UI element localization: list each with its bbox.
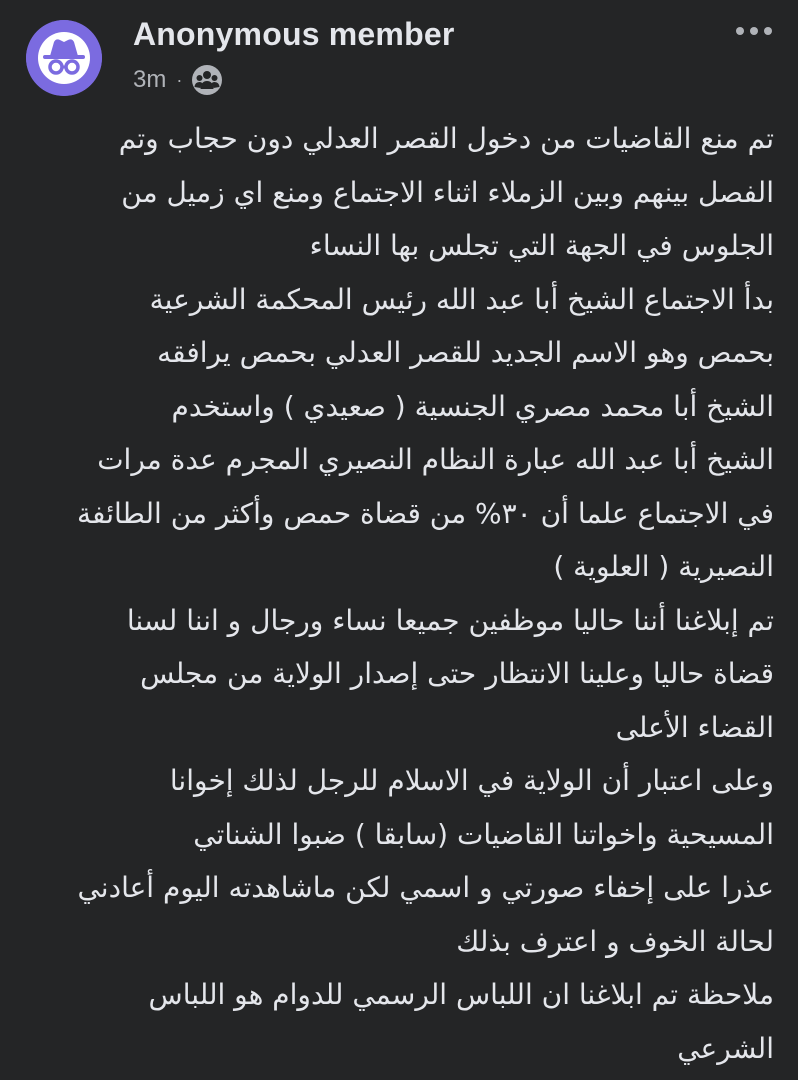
more-options-icon <box>726 14 782 48</box>
post-meta <box>133 62 223 98</box>
post-text-line: الشرعي <box>677 1031 774 1065</box>
post-text-line: في الاجتماع علما أن ٣٠% من قضاة حمص وأكثر من الطائفة <box>77 496 774 530</box>
post-timestamp[interactable]: 3m <box>133 66 167 93</box>
anonymous-avatar[interactable] <box>26 20 102 96</box>
post-text-line: المسيحية واخواتنا القاضيات (سابقا ) ضبوا الشناتي <box>193 817 774 851</box>
author-name[interactable]: Anonymous member <box>133 16 455 52</box>
post-text-line: الشيخ أبا محمد مصري الجنسية ( صعيدي ) واستخدم <box>171 389 774 423</box>
post-text-line: بحمص وهو الاسم الجديد للقصر العدلي بحمص يرافقه <box>157 336 774 369</box>
post-text-line: بدأ الاجتماع الشيخ أبا عبد الله رئيس المحكمة الشرعية <box>149 282 774 316</box>
post-text <box>30 112 774 1075</box>
post-text-line: الجلوس في الجهة التي تجلس بها النساء <box>309 229 774 262</box>
post-text-line: قضاة حاليا وعلينا الانتظار حتى إصدار الولاية من مجلس <box>140 657 774 690</box>
meta-separator: · <box>176 69 183 90</box>
group-icon[interactable] <box>191 64 223 96</box>
post-text-line: ملاحظة تم ابلاغنا ان اللباس الرسمي للدوام هو اللباس <box>148 978 774 1011</box>
post-header <box>0 0 798 110</box>
post-text-line: تم منع القاضيات من دخول القصر العدلي دون حجاب وتم <box>118 122 774 155</box>
post-text-line: الشيخ أبا عبد الله عبارة النظام النصيري المجرم عدة مرات <box>97 443 774 476</box>
anonymous-spy-icon <box>26 20 102 96</box>
post-text-line: وعلى اعتبار أن الولاية في الاسلام للرجل لذلك إخوانا <box>169 764 774 797</box>
post-text-line: الفصل بينهم وبين الزملاء اثناء الاجتماع ومنع اي زميل من <box>121 175 774 209</box>
post-text-line: القضاء الأعلى <box>615 710 774 744</box>
post-text-line: عذرا على إخفاء صورتي و اسمي لكن ماشاهدته اليوم أعادني <box>77 871 774 904</box>
more-options-button[interactable] <box>726 14 782 48</box>
post-text-line: لحالة الخوف و اعترف بذلك <box>456 924 774 958</box>
post-text-line: النصيرية ( العلوية ) <box>553 550 774 583</box>
post-text-line: تم إبلاغنا أننا حاليا موظفين جميعا نساء ورجال و اننا لسنا <box>126 603 774 637</box>
